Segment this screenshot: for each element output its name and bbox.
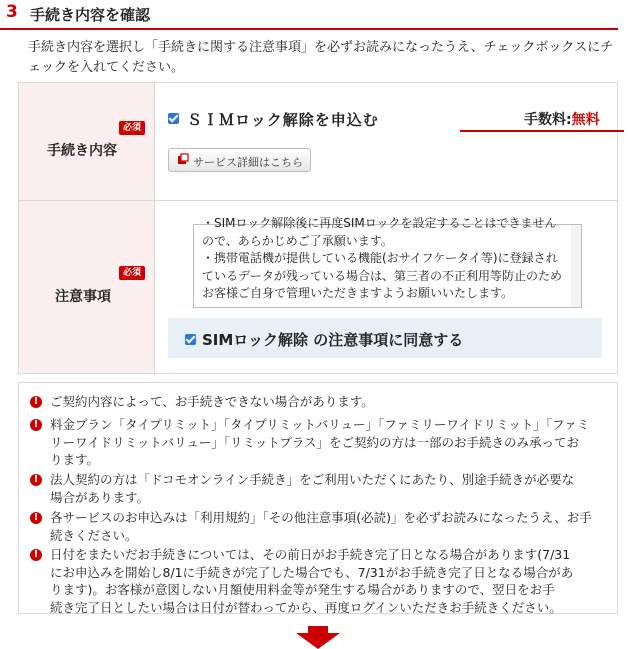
caution-list-box [18,382,618,614]
notes-content [202,215,562,303]
exclamation-circle-icon: ! [30,474,42,486]
service-detail-button[interactable] [168,148,311,172]
caution-line: にお申込みを開始し8/1に手続きが完了した場合でも、7/31がお手続き完了日となる場合があ [50,564,574,580]
section-number: 3 [6,2,18,22]
section-header [0,0,618,30]
intro-line: ェックを入れてください。 [28,60,185,75]
caution-line: 各サービスのお申込みは「利用規約」「その他注意事項(必読)」を必ずお読みになったうえ、お手 [50,510,592,525]
exclamation-circle-icon: ! [30,419,42,431]
down-arrow-icon [296,626,340,649]
notes-label: 注意事項 [55,289,111,305]
exclamation-circle-icon: ! [30,512,42,524]
notes-line: ・携帯電話機が提供している機能(おサイフケータイ等)に登録され [202,251,558,265]
notes-scroll-box[interactable] [193,216,582,308]
caution-item [33,509,620,544]
agree-panel [168,318,602,358]
service-detail-button-label: サービス詳細はこちら [193,156,303,169]
fee-label: 手数料: [524,112,572,128]
caution-line: 場合があります。 [50,489,150,505]
caution-line: ります)。お客様が意図しない月額使用料金等が発生する場合がありますので、翌日をお手 [50,582,555,597]
notes-line: ので、あらかじめご了承願います。 [202,233,393,248]
caution-line: 料金プラン「タイプリミット」「タイプリミットバリュー」「ファミリーワイドリミット」「ファミ [50,417,590,432]
procedure-header-cell [19,83,155,200]
caution-item [33,546,620,616]
sim-unlock-option-label[interactable]: ＳＩＭロック解除を申込む [187,111,379,129]
caution-item [33,393,620,411]
notes-line: お客様ご自身で管理いただきますようお願いいたします。 [202,286,514,300]
agree-checkbox[interactable] [185,334,196,345]
window-icon [178,154,188,165]
caution-line: 続き完了日としたい場合は日付が替わってから、再度ログインいただきお手続きください。 [50,599,562,615]
caution-line: リーワイドリミットバリュー」「リミットプラス」をご契約の方は一部のお手続きのみ承ってお [50,434,580,450]
notes-line: ・SIMロック解除後に再度SIMロックを設定することはできません [202,216,557,230]
caution-line: ります。 [50,452,100,467]
caution-line: 続きください。 [50,527,138,543]
caution-item [33,471,620,506]
caution-item [33,416,620,469]
caution-line: 日付をまたいだお手続きについては、その前日がお手続き完了日となる場合があります(7/31 [50,547,571,562]
procedure-label: 手続き内容 [47,143,117,159]
exclamation-circle-icon: ! [30,549,42,561]
section-title: 手続き内容を確認 [30,6,151,24]
fee-value: 無料 [571,112,600,128]
intro-text [28,38,618,78]
notes-line: ているデータが残っている場合は、第三者の不正利用等防止のため [202,268,563,283]
caution-line: 法人契約の方は「ドコモオンライン手続き」をご利用いただくにあたり、別途手続きが必要な [50,472,575,487]
exclamation-circle-icon: ! [30,396,42,408]
sim-unlock-checkbox[interactable] [168,113,179,124]
notes-header-cell [19,201,155,373]
required-badge: 必須 [119,266,145,280]
fee-text [524,109,600,129]
required-badge: 必須 [119,121,145,135]
fee-underline [460,130,624,132]
notes-scrollbar[interactable] [571,225,581,307]
intro-line: 手続き内容を選択し「手続きに関する注意事項」を必ずお読みになったうえ、チェックボックスにチ [28,40,614,55]
caution-line: ご契約内容によって、お手続きできない場合があります。 [50,394,374,409]
agree-label[interactable]: SIMロック解除 の注意事項に同意する [202,331,464,349]
